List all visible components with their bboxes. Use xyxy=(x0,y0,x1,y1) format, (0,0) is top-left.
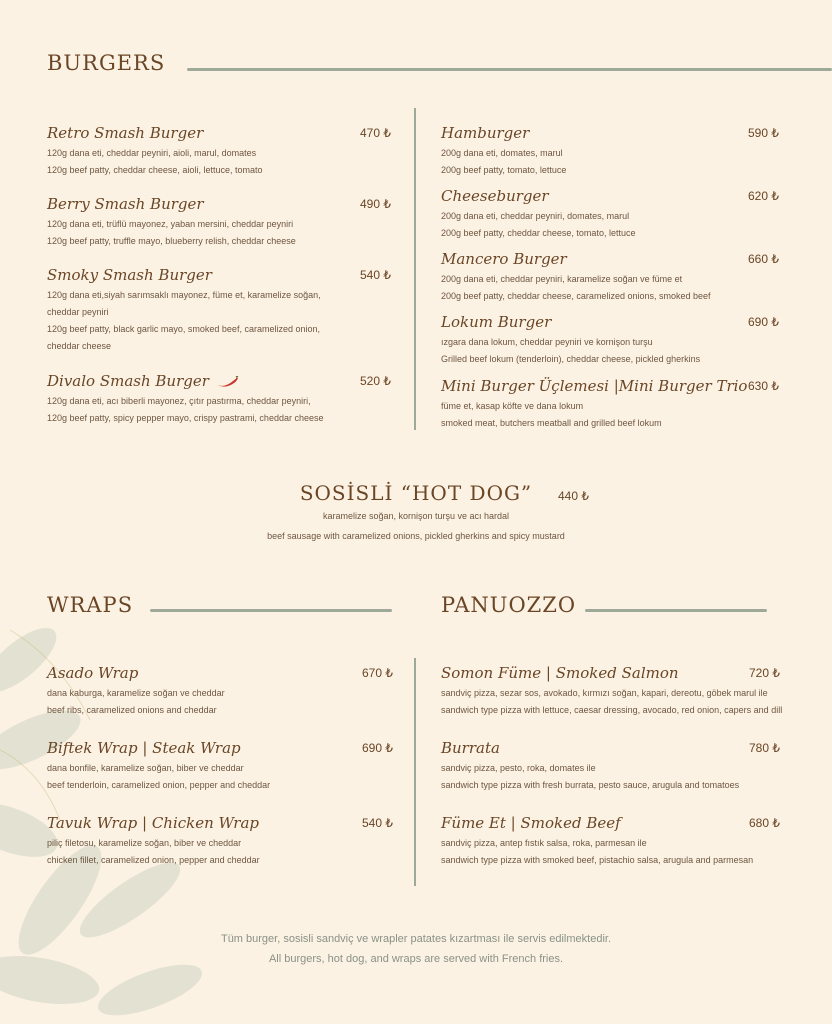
menu-item xyxy=(47,664,393,719)
menu-item xyxy=(441,739,780,794)
menu-item-price: 690 ₺ xyxy=(362,741,393,755)
wraps-title: WRAPS xyxy=(47,593,134,617)
menu-item-description: 120g dana eti,siyah sarımsaklı mayonez, füme et, karamelize soğan, xyxy=(47,290,321,300)
menu-item xyxy=(441,377,779,432)
menu-item-name xyxy=(47,664,225,682)
burgers-title: BURGERS xyxy=(47,51,166,75)
menu-item-price: 620 ₺ xyxy=(748,189,779,203)
menu-item xyxy=(441,814,780,869)
menu-item-name-text: Mini Burger Üçlemesi |Mini Burger Trio xyxy=(441,377,748,395)
menu-item-description: sandwich type pizza with fresh burrata, pesto sauce, arugula and tomatoes xyxy=(441,780,740,790)
menu-item-price: 670 ₺ xyxy=(362,666,393,680)
menu-item-name-text: Tavuk Wrap | Chicken Wrap xyxy=(47,814,260,832)
menu-item-price: 540 ₺ xyxy=(362,816,393,830)
menu-item-description: 200g dana eti, cheddar peyniri, karamelize soğan ve füme et xyxy=(441,274,683,284)
menu-item-name-text: Füme Et | Smoked Beef xyxy=(441,814,621,832)
menu-item-name-text: Divalo Smash Burger xyxy=(47,372,209,390)
menu-item xyxy=(441,124,779,179)
menu-item-description: sandviç pizza, sezar sos, avokado, kırmızı soğan, kapari, dereotu, göbek marul ile xyxy=(441,688,768,698)
menu-item-price: 520 ₺ xyxy=(360,374,391,388)
menu-item xyxy=(441,313,779,368)
menu-item xyxy=(47,814,393,869)
footer-note-tr: Tüm burger, sosisli sandviç ve wrapler patates kızartması ile servis edilmektedir. xyxy=(220,933,612,945)
menu-item xyxy=(47,124,391,179)
menu-item-price: 780 ₺ xyxy=(749,741,780,755)
menu-item-name xyxy=(47,814,260,832)
menu-item xyxy=(47,739,393,794)
menu-item-name-text: Retro Smash Burger xyxy=(47,124,204,142)
menu-item-price: 490 ₺ xyxy=(360,197,391,211)
chili-pepper-icon xyxy=(215,376,239,388)
burgers-title-rule xyxy=(187,68,832,71)
menu-item-description: sandwich type pizza with lettuce, caesar dressing, avocado, red onion, capers and dill xyxy=(441,705,783,715)
menu-item-name-text: Hamburger xyxy=(441,124,530,142)
menu-item-description: Grilled beef lokum (tenderloin), cheddar cheese, pickled gherkins xyxy=(441,354,701,364)
menu-item-name-text: Lokum Burger xyxy=(441,313,552,331)
panuozzo-title: PANUOZZO xyxy=(441,593,577,617)
menu-item-name xyxy=(441,664,782,682)
menu-item-name xyxy=(47,195,296,213)
menu-item-name-text: Burrata xyxy=(441,739,500,757)
wraps-title-rule xyxy=(150,609,392,612)
menu-item-name xyxy=(47,124,262,142)
menu-item-description: piliç filetosu, karamelize soğan, biber ve cheddar xyxy=(47,838,242,848)
menu-item-description: dana bonfile, karamelize soğan, biber ve cheddar xyxy=(47,763,244,773)
menu-item-name xyxy=(441,814,753,832)
menu-item-description: 120g beef patty, cheddar cheese, aioli, lettuce, tomato xyxy=(47,165,263,175)
menu-item-price: 630 ₺ xyxy=(748,379,779,393)
menu-item xyxy=(441,187,779,242)
menu-item-name-text: Asado Wrap xyxy=(47,664,139,682)
menu-item-description: sandwich type pizza with smoked beef, pistachio salsa, arugula and parmesan xyxy=(441,855,754,865)
menu-item-description: 120g beef patty, black garlic mayo, smoked beef, caramelized onion, xyxy=(47,324,320,334)
menu-item-name xyxy=(47,739,270,757)
menu-item-name xyxy=(441,313,700,331)
menu-item-description: 120g beef patty, spicy pepper mayo, crispy pastrami, cheddar cheese xyxy=(47,413,324,423)
menu-item-description: füme et, kasap köfte ve dana lokum xyxy=(441,401,584,411)
menu-item-price: 720 ₺ xyxy=(749,666,780,680)
menu-item xyxy=(441,250,779,305)
hotdog-desc-tr: karamelize soğan, kornişon turşu ve acı hardal xyxy=(322,511,510,521)
menu-item-description: dana kaburga, karamelize soğan ve cheddar xyxy=(47,688,225,698)
hotdog-title: SOSİSLİ “HOT DOG” xyxy=(299,481,533,505)
menu-item-name xyxy=(47,372,323,390)
menu-item-description: 200g beef patty, tomato, lettuce xyxy=(441,165,567,175)
menu-item-description: ızgara dana lokum, cheddar peyniri ve kornişon turşu xyxy=(441,337,653,347)
menu-item-description: 120g dana eti, trüflü mayonez, yaban mersini, cheddar peyniri xyxy=(47,219,294,229)
menu-item-description: sandviç pizza, antep fıstık salsa, roka, parmesan ile xyxy=(441,838,647,848)
menu-item-price: 660 ₺ xyxy=(748,252,779,266)
menu-item-description: 200g dana eti, domates, marul xyxy=(441,148,563,158)
menu-item xyxy=(47,195,391,250)
menu-item-name-text: Berry Smash Burger xyxy=(47,195,204,213)
menu-item-price: 590 ₺ xyxy=(748,126,779,140)
panuozzo-title-rule xyxy=(585,609,767,612)
menu-item-description: 120g beef patty, truffle mayo, blueberry relish, cheddar cheese xyxy=(47,236,296,246)
menu-item-price: 690 ₺ xyxy=(748,315,779,329)
menu-item-description: 120g dana eti, acı biberli mayonez, çıtır pastırma, cheddar peyniri, xyxy=(47,396,311,406)
menu-item-name xyxy=(441,187,635,205)
menu-item-description: beef ribs, caramelized onions and cheddar xyxy=(47,705,217,715)
hotdog-desc-en: beef sausage with caramelized onions, pickled gherkins and spicy mustard xyxy=(267,531,565,541)
menu-item-description: chicken fillet, caramelized onion, pepper and cheddar xyxy=(47,855,260,865)
menu-item-name-text: Biftek Wrap | Steak Wrap xyxy=(47,739,241,757)
menu-item-description: 200g beef patty, cheddar cheese, caramelized onions, smoked beef xyxy=(441,291,711,301)
menu-item xyxy=(47,372,391,427)
footer-note-en: All burgers, hot dog, and wraps are served with French fries. xyxy=(268,953,564,965)
menu-item-name xyxy=(441,124,566,142)
menu-item-description: 120g dana eti, cheddar peyniri, aioli, marul, domates xyxy=(47,148,257,158)
menu-item-name-text: Smoky Smash Burger xyxy=(47,266,212,284)
menu-item xyxy=(47,266,391,355)
menu-item-name xyxy=(47,266,321,284)
menu-item-description: smoked meat, butchers meatball and grilled beef lokum xyxy=(441,418,662,428)
menu-item-name-text: Cheeseburger xyxy=(441,187,549,205)
menu-item-price: 680 ₺ xyxy=(749,816,780,830)
menu-item-description: cheddar cheese xyxy=(47,341,112,351)
menu-item xyxy=(441,664,782,719)
burgers-divider xyxy=(414,108,416,430)
menu-item-name xyxy=(441,377,747,395)
menu-item-description: 200g beef patty, cheddar cheese, tomato, lettuce xyxy=(441,228,636,238)
menu-item-name xyxy=(441,739,739,757)
menu-item-name-text: Mancero Burger xyxy=(441,250,567,268)
menu-item-description: beef tenderloin, caramelized onion, pepper and cheddar xyxy=(47,780,271,790)
hotdog-title-row xyxy=(0,481,832,505)
menu-item-name-text: Somon Füme | Smoked Salmon xyxy=(441,664,679,682)
hotdog-price: 440 ₺ xyxy=(558,489,589,503)
menu-item-name xyxy=(441,250,711,268)
menu-item-price: 470 ₺ xyxy=(360,126,391,140)
menu-item-description: cheddar peyniri xyxy=(47,307,109,317)
menu-item-description: 200g dana eti, cheddar peyniri, domates, marul xyxy=(441,211,630,221)
menu-item-price: 540 ₺ xyxy=(360,268,391,282)
wraps-divider xyxy=(414,658,416,886)
menu-item-description: sandviç pizza, pesto, roka, domates ile xyxy=(441,763,596,773)
